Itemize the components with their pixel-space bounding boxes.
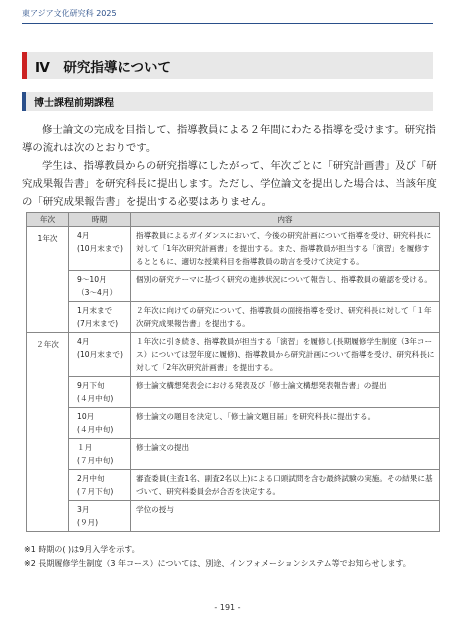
table-row — [27, 439, 440, 470]
time-main: 1月末まで — [77, 306, 113, 315]
time-sub: （3〜4月） — [77, 288, 118, 297]
intro-paragraph — [22, 121, 440, 157]
section-heading — [22, 92, 433, 111]
content-cell: 個別の研究テーマに基づく研究の進捗状況について報告し、指導教員の確認を受ける。 — [131, 271, 440, 302]
header-content: 内容 — [131, 213, 440, 227]
table-row — [27, 408, 440, 439]
content-cell: ２年次に向けての研究について、指導教員の面接指導を受け、研究科長に対して「１年次研究成果報告書」を提出する。 — [131, 302, 440, 333]
time-sub: (10月末まで) — [77, 350, 123, 359]
chapter-heading — [22, 52, 433, 79]
time-cell — [69, 439, 131, 470]
table-header-row — [27, 213, 440, 227]
time-sub: (10月末まで) — [77, 244, 123, 253]
time-sub: (９月) — [77, 518, 99, 527]
header-title: 東アジア文化研究科 2025 — [22, 9, 117, 18]
table-row — [27, 302, 440, 333]
chapter-title: Ⅳ 研究指導について — [35, 59, 172, 76]
time-main: 3月 — [77, 505, 90, 514]
content-cell: 学位の授与 — [131, 501, 440, 532]
time-cell — [69, 302, 131, 333]
time-cell — [69, 271, 131, 302]
time-cell — [69, 377, 131, 408]
section-title: 博士課程前期課程 — [34, 98, 114, 109]
time-cell — [69, 227, 131, 271]
year-cell-empty — [27, 377, 69, 408]
content-cell: 指導教員によるガイダンスにおいて、今後の研究計画について指導を受け、研究科長に対して「1年次研究計画書」を提出する。また、指導教員が担当する「演習」を履修するとともに、適切な授業科目を指導教員の助言を受けて決定する。 — [131, 227, 440, 271]
table-row — [27, 470, 440, 501]
time-cell — [69, 501, 131, 532]
schedule-table — [26, 212, 440, 532]
time-main: 4月 — [77, 231, 90, 240]
time-main: 9月下旬 — [77, 381, 105, 390]
year-cell-empty — [27, 408, 69, 439]
time-main: 10月 — [77, 412, 95, 421]
footnote-1: ※1 時期の( )は9月入学を示す。 — [24, 545, 140, 554]
time-sub: (４月中旬) — [77, 425, 114, 434]
header-time: 時期 — [69, 213, 131, 227]
time-cell — [69, 408, 131, 439]
submission-paragraph-text: 学生は、指導教員からの研究指導にしたがって、年次ごとに「研究計画書」及び「研究成果報告書」を研究科長に提出します。ただし、学位論文を提出した場合は、当該年度の「研究成果報告書」を提出する必要はありません。 — [22, 160, 437, 208]
content-cell: 修士論文構想発表会における発表及び「修士論文構想発表報告書」の提出 — [131, 377, 440, 408]
year-cell-empty — [27, 271, 69, 302]
header-year: 年次 — [27, 213, 69, 227]
time-sub: (７月下旬) — [77, 487, 114, 496]
section-accent-bar — [22, 92, 26, 111]
content-cell: １年次に引き続き、指導教員が担当する「演習」を履修し(長期履修学生制度（3年コース）については翌年度に履修)、指導教員から研究計画について指導を受け、研究科長に対して「2年次研究計画書」を提出する。 — [131, 333, 440, 377]
year-cell: ２年次 — [27, 333, 69, 377]
time-sub: (７月中旬) — [77, 456, 114, 465]
time-sub: (４月中旬) — [77, 394, 114, 403]
content-cell: 修士論文の題目を決定し、「修士論文題目届」を研究科長に提出する。 — [131, 408, 440, 439]
year-cell-empty — [27, 439, 69, 470]
table-row — [27, 377, 440, 408]
submission-paragraph — [22, 157, 440, 211]
time-cell — [69, 333, 131, 377]
table-row — [27, 227, 440, 271]
time-main: 2月中旬 — [77, 474, 105, 483]
content-cell: 修士論文の提出 — [131, 439, 440, 470]
footnote-2: ※2 長期履修学生制度（3 年コース）については、別途、インフォメーションシステム等でお知らせします。 — [24, 559, 411, 568]
footnotes — [24, 543, 442, 571]
time-main: １月 — [77, 443, 93, 452]
year-cell-empty — [27, 501, 69, 532]
table-row — [27, 501, 440, 532]
table-row — [27, 333, 440, 377]
page-number: - 191 - — [214, 603, 241, 612]
table-row — [27, 271, 440, 302]
time-main: 4月 — [77, 337, 90, 346]
header-rule — [22, 23, 433, 24]
year-cell: 1年次 — [27, 227, 69, 271]
time-main: 9〜10月 — [77, 275, 107, 284]
time-sub: (7月末まで) — [77, 319, 119, 328]
intro-paragraph-text: 修士論文の完成を目指して、指導教員による２年間にわたる指導を受けます。研究指導の流れは次のとおりです。 — [22, 124, 436, 154]
time-cell — [69, 470, 131, 501]
year-cell-empty — [27, 302, 69, 333]
chapter-accent-bar — [22, 52, 27, 79]
content-cell: 審査委員(主査1名、副査2名以上)による口頭試問を含む最終試験の実施。その結果に基づいて、研究科委員会が合否を決定する。 — [131, 470, 440, 501]
year-cell-empty — [27, 470, 69, 501]
